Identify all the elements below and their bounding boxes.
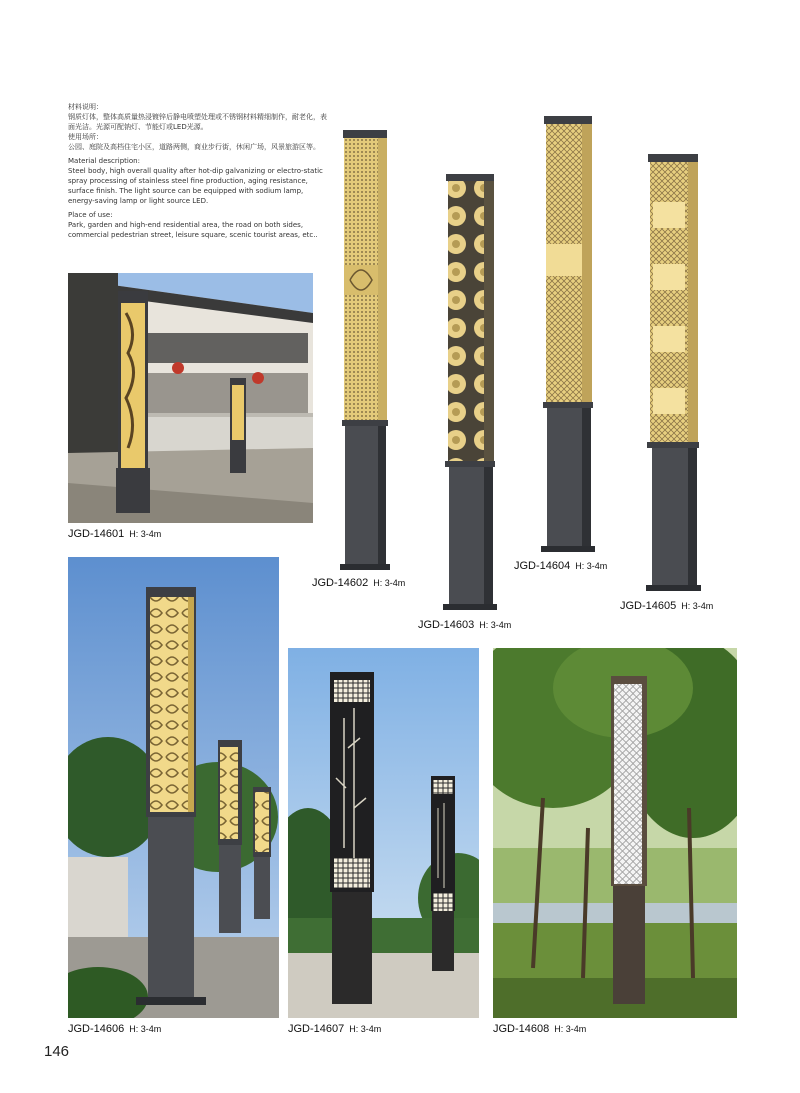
caption-jgd-14604 [514,560,607,572]
lamp-jgd-14603 [442,174,498,612]
photo-jgd-14601 [68,273,313,523]
lamp-jgd-14602 [340,130,390,570]
product-code: JGD-14602 [312,577,369,589]
en-use-title: Place of use: [68,211,113,219]
product-code: JGD-14606 [68,1023,125,1035]
en-material-title: Material description: [68,157,140,165]
photo-jgd-14608 [493,648,737,1018]
cn-use-body: 公园、庭院及高档住宅小区，道路两侧，商业步行街，休闲广场，风景旅游区等。 [68,143,320,151]
product-height: H: 3-4m [681,601,714,611]
product-code: JGD-14605 [620,600,677,612]
page-number: 146 [44,1043,70,1060]
en-use-body: Park, garden and high-end residential area, the road on both sides, commercial pedestrian street, leisure square, scenic tourist areas, etc.. [68,221,318,239]
product-height: H: 3-4m [129,529,162,539]
photo-jgd-14606 [68,557,279,1018]
caption-jgd-14606 [68,1023,161,1035]
caption-jgd-14602 [312,577,405,589]
cn-material-title: 材料说明： [68,103,103,111]
caption-jgd-14603 [418,619,511,631]
caption-jgd-14608 [493,1023,586,1035]
lamp-jgd-14604 [540,116,596,552]
cn-use-title: 使用场所： [68,133,103,141]
product-height: H: 3-4m [479,620,512,630]
product-code: JGD-14603 [418,619,475,631]
description-block [68,102,330,240]
product-code: JGD-14604 [514,560,571,572]
product-height: H: 3-4m [373,578,406,588]
product-code: JGD-14608 [493,1023,550,1035]
product-code: JGD-14601 [68,528,125,540]
photo-jgd-14607 [288,648,479,1018]
product-code: JGD-14607 [288,1023,345,1035]
caption-jgd-14605 [620,600,713,612]
caption-jgd-14607 [288,1023,381,1035]
product-height: H: 3-4m [349,1024,382,1034]
lamp-jgd-14605 [644,154,702,592]
en-material-body: Steel body, high overall quality after hot-dip galvanizing or electro-static spray processing of stainless steel fine production, aging resistance, surface finish. The light source can be equipped with sodium lamp, energy-saving lamp or light source LED. [68,167,323,205]
product-height: H: 3-4m [554,1024,587,1034]
product-height: H: 3-4m [129,1024,162,1034]
cn-material-body: 钢质灯体，整体高质量热浸镀锌后静电喷塑处理或不锈钢材料精细制作，耐老化，表面光洁。光源可配钠灯、节能灯或LED光源。 [68,113,327,131]
caption-jgd-14601 [68,528,161,540]
product-height: H: 3-4m [575,561,608,571]
